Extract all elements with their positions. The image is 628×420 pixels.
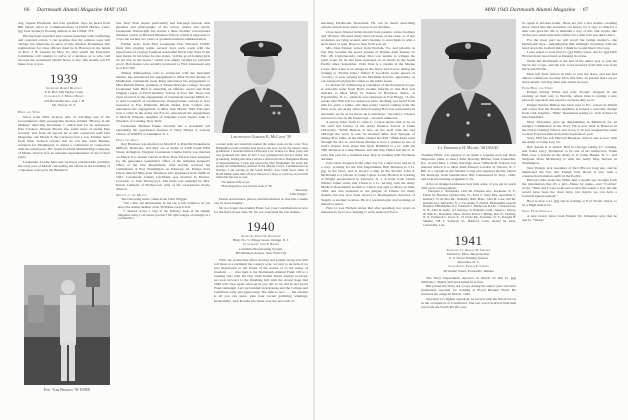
paragraph: A newsy letter from Lt. John L. Cowan shows him to be on the staff and faculty of the Army Finance School at Duke University. "Kirth Benson is also on the staff with me and although the news is late, he married Miss Jean Sprague of Shaker H'ts, Ohio, in the Duke Chapel last Fall." Hank Dold went through the O.C.S. and Glenn Burnap is now a student in one of Jack's classes. Jack states that Norb Hamilton is a Lt. with the 78th Division at Camp Butner, and that Ray Hellar left the U. S. early this year for a northern base. Ray is working with Northeast Airlines. [321, 120, 415, 161]
photo-lt-frederick-michel [421, 19, 516, 144]
paragraph: Attached to a fighter squadron, he served with the Naval forces in the occupation of Casablanca. The last word received from him was from the South Pacific area. [421, 296, 516, 310]
class-officer-line: Bldg. No. 5, Village Green, Orange, N. J. [232, 238, 290, 243]
paragraph: Further news from First Lieutenant Don Wheaton USMC finds him playing tennis several days each week with the expectation of playing foremost Australian Davis Cup Stars in the near future. In his letter, he also states, "All the good-looking girls do not live in the States," which was amply verified by pictorial proof. Bob Kaiser was recently promoted to First Lieutenant and is at Fort Sill. [116, 41, 210, 71]
paragraph: dog, Sophie Elizabeth, and four goldfish. Says he heard from Bill Snead, who's in Communications at Dutch Harbor. Lieut. (jg) Jack Slattery's floating address is the USMC 373. [18, 21, 110, 34]
right-column-1 [321, 21, 415, 411]
address-list: Theodore L. Batchelder, 1422 Mt. Pleasant Ave., Rochester, N. Y.; Edwin M. Bourbon, Lyndon-ville, Vt.; Earle S. Jones Pike, Apartment C, Duxbury, 72 Ox Box Rd., Wellesley Hills, Mass.; John M. Case, 100 Mt. Kendall Ave., Montclair, N. J.; Dr. Arthur S. French, Philadelphia General Hospital, Philadelphia, Pa.; Frederick J. Hitchcock, R.F.D. 1 Charlestown, N. H.; John W. Kelly, 113 Glenway St. Hamden, Conn.; James L. Moore, 20 Mill St., Brookline, Mass.; Robert David J. Pilling, Box 97, Pawling, N. Y.; Frederick C. Rowe Jr., 75 Circle Rd., Scarsdale, N. Y.; Douglas B. Skinner, 748 S. Somerset St., Hartford, Conn.; Robert M. Petty, Carbondale, Colo. [423, 189, 516, 227]
class-officer-line: Secretary, Lt. Ronald H. Stillman [446, 247, 491, 252]
section-subhead: Writer of the Month [116, 192, 147, 197]
left-running-head [18, 7, 127, 13]
paragraph: Class news filtered in this month from parents, wives, brothers and '40 men. We need many more pictures of the class, so if any snapshots are lying around, don't hesitate to send them in with a short letter or note. Hope to hear from you all. [321, 29, 415, 46]
paragraph: Lieutenant Gordie McCoun received considerable publicity the early part of March concerning his efforts in the bombing of a Japanese convoy in the Bismarck [18, 159, 110, 172]
photo-ens-tom-brooks [24, 265, 110, 385]
right-running-title: MAY 1943 Dartmouth Alumni Magazine [485, 7, 576, 13]
paragraph: For the most part we will recall the fading memory—the Dartmouth days—remembering him smilingly marching with the band down the football field. I think he would like it that way. [522, 37, 617, 50]
paragraph: Bob Austin is at Abbott Hall in Chicago taking V-7 training, and found Larry Thompson to be one of his instructors. Frank Hall, now a private in the Army, is at Camp Butner, N. C., and Sergeant Dave McKinney is with the Army Map Service in Washington. [522, 144, 617, 166]
class-officer-line: 219 Brookside Ave., Apt. 1 H [43, 98, 85, 103]
class-officer-line: 40 Walnut Street, Evansville, Indiana [443, 268, 494, 273]
paragraph: Ray Harrison was married on March 8 to Priscilla Drakeme in Milford, Delaware, and they are at home at 2108 South Fifth Street, Arlington, Virginia. Lieutenant Charlie Davis was married on March 8 to Jeanne Garvin in New York. He has been assigned for the personnel consultant's office of the Adjutant General's office of the War Department, after having received his commission at Fort Washington on February 24. Ensign Fred Upton married Miss Jean Thomson who graduated from Smith in 1941. Lieutenant Johnny Litchfield was married in Denver, Colorado, to Jean Thornycoys. The bride was attended by Mrs. Ernest Lubitsch of Hollywood, wife of the well-known movie director. [116, 142, 210, 191]
class-officer-line: Class Agent, John F. Rourke [242, 242, 280, 247]
section-subhead: Down the Aisle [116, 137, 139, 142]
section-subhead: Here and There [18, 110, 41, 115]
left-running-title: Dartmouth Alumni Magazine MAY 1943 [37, 7, 128, 13]
paragraph: Having been snatched and counter-snatched with conflicting and canceled orders, I can promise that my address soon will change, but otherwise no news of this chicken. Remember that nominations for class officers must be in Hanover in the hands of Prof. J. B. Stearns by May 15, after which the Executive Committee will attempt to arrive at a decision as to who will succeed the incumbent Media News is also this month, but I'll make it up to you. [18, 33, 110, 66]
photo-caption: Lieutenant Gordon K. McCoun '39 [231, 135, 291, 139]
paragraph: Bill joined the Navy Air Corps during his senior year and after graduation reported for training at Floyd Bennett Field. He received his wings in March, 1942. [421, 284, 516, 297]
paragraph: Please send letters, photos and information so that this column can be more lengthy. [214, 197, 308, 206]
class-year: 1940 [247, 219, 275, 235]
paragraph: The following letter comes from Clint Wiggin: [121, 197, 188, 202]
paragraph: Dick left Tuck School in 1941 to join the Navy, and has had almost continuous sea duty since that time. At present there are no more details, but may their safe return be soon. [522, 71, 617, 84]
class-officer-line: Columbia Broadcasting System, [239, 246, 283, 251]
right-column-3 [522, 21, 617, 411]
letter-text: "Just a line, and unfortunately no fun one to this column to let you know that another member of the '39 Marine Corps is O.K. [118, 201, 210, 209]
paragraph: Ensign Johnny White and wife "Podge" dropped in one evening on their way to Norfolk, where John is joining a new naval air squadron and expects overseas duty soon. [522, 90, 617, 103]
letter-signoff: "Sincerely, [294, 187, 308, 192]
class-officer-line: P. O. Box 349, Derby, Conn. [44, 90, 84, 95]
left-column-3 [214, 143, 308, 411]
left-column-2 [116, 21, 210, 411]
paragraph: With our production effort moving less jerkily along and with toil more at a premium the country over, we turn to an item of no less importance to the future of the nation or to the safety of freedom . . . . that item is the Dartmouth Alumni Fund. Off to a running start with the first 1940 Indian Drum already received, we look forward to the finishing bell with the strong hope that 1940 will once again wind up in pay dirt as we did in last year's Fund campaign. Let's get behind Jack Rourke and the College and contribute early and generously. The time is now . . . the amount is all you can spare, plus your vacant gambling winnings. Incidentally, Jack Rourke has taken over the new task of [214, 258, 308, 303]
letter-text: "No married life as yet. [221, 179, 251, 184]
class-1939-header [18, 72, 110, 107]
class-year: 1939 [50, 71, 78, 87]
left-page-number: 66 [24, 7, 30, 13]
class-officer-line: Anacostia, D. C. [457, 260, 480, 265]
paragraph: Harvey's hint about the Willis heir a month ago brought forth the information that it's a girl—Diane by name—and "Colchie" wrote, "Bent and I were both sure so that she wasn't a boy, but she would have been the class baby, but maybe we can have a Carnival Queen instead." [522, 178, 617, 199]
paragraph: Marv McGinley gave up shipbuilding in Baltimore for an ensign's commission in the Navy. He is now back in Hanover in the Naval Training School, and to top it all was assigned the same room in Fayerweather he had his Sophomore year. [522, 119, 617, 136]
paragraph: Ensign Warren Bishop has been sent to P.C. school in Miami and writes that the Florida sunshine is indeed a welcome change from cold Argentia. "Bish" mentioned seeing Lt. Jack Schwer in Newfoundland. [522, 102, 617, 120]
paragraph: Do not forget the Alumni Fund. Get your contributions in now for the fund closes June 30. Do not wait until the last minute. [214, 205, 308, 214]
class-officer-line: 485 Madison Avenue, New York City [235, 250, 287, 255]
class-1940-header [214, 220, 308, 255]
paragraph: The Navy Department reported on March 25 that Lt. (jg) William C. Bailey had been killed in action. [421, 275, 516, 284]
paragraph: Lieutenant Herman Fenke certainly has a wonderful job explaining the operational features of Navy blimps to various classes of WAVES at Lakehurst, N. J. [116, 123, 210, 136]
letter-signoff: "Clint Wiggin." [288, 192, 308, 197]
letter-text: coconut palm and waterfalls studied the winter scene on the cover. New Hampshire would certainly look good to me now. As for my history since graduation: I attended Boston University Law School for three years and was graduated last June. In fact, I was graduated but did not return, but graduating. During that time I served a term in the New Hampshire House of Representatives. I took and passed the New Hampshire bar exam last spring and immediately enlisted in the Marine Corps. Commissioned in October, I am serving in the South Pacific. Saw Chief Steve Sims of North Maine some time off now. However, I hope to catch up on lost time when this fun war is over. [216, 143, 308, 180]
paragraph: Stacy Hill has left Harvard Business School and is now with the Army at Camp Lee, Va. [522, 136, 617, 145]
right-running-head [485, 7, 594, 13]
left-page [0, 0, 313, 420]
paragraph: A list of changed addresses may help some of you get in touch with each correspondent: [421, 181, 516, 190]
letter-text: "I chanced across a copy of the February issue of the Alumni Magazine today, I can assure you that I felt right twinges of nostalgia as I sat beneath a [118, 208, 210, 221]
paragraph: Lt. Robert W. Armstrong is a member of the Parachute troops. A welcome letter from Bob's brother informs us that Bob was married to Miss Mary O. Kanan of Boylston, Mass., at Fayetteville, N. C., while he was stationed at Fort Bragg. "A few weeks later Bob left for unknown parts. Nothing was heard from him for quite a while, and then letters started coming from the West coast. An Army cable arrived saying Bob was somewhere in Australia. As far as we know, he is still there." Second Lt. Chester Garrison is also in the Paratroops—location unknown. [321, 83, 415, 120]
class-officer-line: Class Agent, J. Moreau Brown [44, 94, 84, 99]
section-subhead: From Here and There [522, 85, 553, 90]
class-officer-line: Secretary, David W. Davenport [241, 234, 281, 239]
paragraph: Training Films. Les expects to be made a Captain soon but more important, plans to marry Miss Dorothy Brinser from Louisville, Ky., around May 1. Other marriage news: William B. Watson was married March 6 to Miss Ruth Eleanor Gordon of Verona, N. J. Bill is a captain in the Marine Corps and returned shortly before his marriage from Guadalcanal. Bill volunteered in Sept., 1940, and took his training at Quantico, Va. [421, 153, 516, 182]
paragraph: Wally left Dartmouth at the end of his junior year to join the Naval Air Corps, and the last word received from him was from the South Pacific. [522, 58, 617, 72]
paragraph: Whitey Edmondson, who is connected with the merchant marine, has announced his engagement to Miss Evelyn Kelley of Manhasset. Lieutenant Gene King announces his engagement to Miss Harriet Ehlers, graduate of Mount Holyoke college. Second Lieutenant Sam Hird is attending an officers' sound and flash ranging course at Field Artillery School at Fort Sill. News has been received of the engagement of Lieutenant George Miller Jr., to Ann Goodrich of Germantown, Pennsylvania. George is now stationed at Fort Wetherill, Rhode Island. Don Collyer also announces his engagement to Miss Jane Harris. Walt Falconer, now a cadet in the Army Air Forces, announced his engagement to Marcia Wheeler, daughter of Supreme Court Justice John C. Wheeler, of Corning, New York. [116, 70, 210, 124]
photo-lt-gordon-mccoun [214, 21, 308, 133]
right-column-2 [421, 146, 516, 411]
paragraph: So again is stricken home. There are just a few details—nothing more. News like this wrenches our hearts, for it says so little for a man who gave his life to maintain a way of life. Our words, like all the rest, seem such little tribute for a man who has died a hero. [522, 21, 617, 38]
class-officer-line: Class Agent, Thomas E. Golden [448, 264, 489, 269]
paragraph: Jack Little dropped in the other day for a short hour and he is a corp. working for the War Department. Bob Harrison is a Lt. (jg) in the Navy and is aboard a ship in the Pacific. John F. McDonald is a private at Camp Upton. Lewis Hodson is working at Wright Aeronautical in Paterson, N. J. A letter from Chuck Wilde's father states that Chuck is a Lt. serving with the Army Medical Detachment in Africa. Chuck was sent to Africa in June, 1942, and was stationed in the jungles of Liberia for many months but has now been moved to Headquarters Services of Supply at another location. He is a parasitologist and working on malaria control. [321, 161, 415, 206]
paragraph: Mrs. Don Tenney writes from Norfolk, Va., and informs us that they became the proud parents of Dennis Alan Tenney on Feb. 28. Unfortunately, father Don was unable to witness the great event for he has been stationed on an island in the South Pacific since September, 1942. Don is a captain in the Marine Corps. Bob Lake is an ensign in the Navy and is now taking his training at "Prairie State." Walter F. Goodrich, better known as "Goody," is now serving in the Maritime Service, apparently on our transports plying the routes to the battle zones. [321, 46, 415, 83]
paragraph: narrating Paramount Newsreels. He can be heard describing certain current news items at your local cinemas. [321, 21, 415, 30]
photo-caption: Ens. Tom Brooks '39 USNR [44, 388, 90, 392]
right-page [315, 0, 628, 420]
class-officer-line: Instructor, Photo Interpretation, [447, 251, 490, 256]
paragraph: First Lt. Les Nichols writes that after spending two years on maneuvers, he is now helping to write Armored Force [321, 206, 415, 215]
right-page-number: 67 [582, 7, 589, 13]
paragraph: Boot is now a Lt. (jg) and is training at Fort Worth, Texas, to be a flight instructor. [522, 198, 617, 208]
photo-caption: Lt. Frederick H. Michel '40 USAAC [437, 146, 500, 150]
paragraph: Sea. New York papers particularly had full-page spreads with sketches and photographs of the action, planes and pilots. Lieutenant Wainwright has started a three months' concentrated business course at Harvard Business School, which is supposed to cover the normal two years of graduate business administration. [116, 21, 210, 42]
paragraph: New Ensign Jack Guenther of the CB's not long ago, and he mentioned the fact that Ensign Jack Dever is also with a construction battalion outfit in the Pacific. [522, 165, 617, 178]
class-officer-line: U. S. Naval Training Station, [448, 255, 489, 260]
letter-text: "Best Regards to you and the class of '39. [221, 183, 273, 188]
paragraph: I also regret to state that Lt. (jg) Wally Jones, and Lt. (jg) Dick Howard have been listed as missing in action. [522, 50, 617, 59]
paragraph: News from Dick Jackson tells of watching one of the Government's daily propaganda movies entitled "History in the Making" depicting December 7, which had for its announcer, Pete Cardozo. Moreau Brown also sends news of seeing Pete recently, and from all reports he is still connected with Life Magazine. On March 8 the Cardozos had a son. Further news from Dick Jackson reveals that he ran into Glen Burnap, recruited for Washington to attend a conference in connection with his employers, The South Portland Shipbuilding Company, of Maine. Glen is now an assistant superintendent of one of their yards. [18, 114, 110, 160]
paragraph: A nice newsy letter from Ensign Vic Schneider says that he and Lt. "Monk" [522, 213, 617, 222]
class-officer-line: Mt. Vernon, N. Y. [52, 102, 76, 107]
class-officer-line: Secretary, Robert Dickinson [46, 86, 82, 91]
class-1941-header [421, 234, 516, 273]
class-year: 1941 [454, 232, 483, 248]
section-subhead: News From Overseas [522, 209, 553, 214]
